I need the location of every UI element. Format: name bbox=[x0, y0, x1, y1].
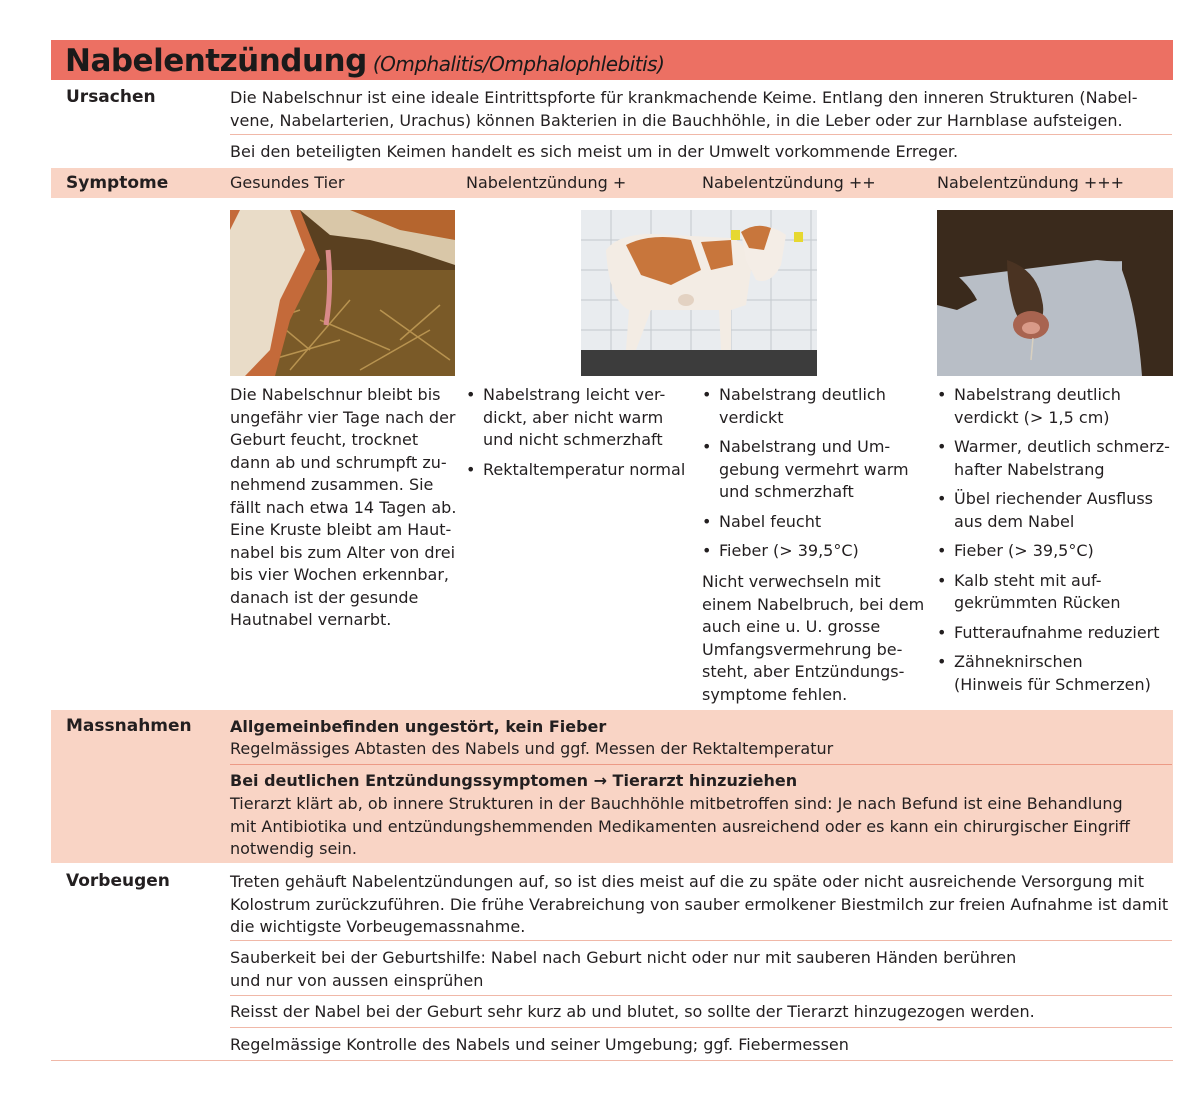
healthy-description: Die Nabelschnur bleibt bis ungefähr vier Tage nach der Geburt feucht, trocknet dann ab und schrumpft zu- nehmend zusammen. Sie fällt nach etwa 14 Tagen ab. Eine Kruste bleibt am Haut- nabel bis zum Alter von drei bis vier Wochen erkennbar, danach ist der gesunde Hautnabel vernarbt. bbox=[230, 385, 457, 629]
vorbeugen-paragraph-3: Reisst der Nabel bei der Geburt sehr kurz ab und blutet, so sollte der Tierarzt hinzugezogen werden. bbox=[230, 1002, 1035, 1021]
page-title bbox=[65, 43, 664, 79]
ursachen-paragraph-2: Bei den beteiligten Keimen handelt es sich meist um in der Umwelt vorkommende Erreger. bbox=[230, 142, 959, 161]
list-item: • Nabelstrang deutlich verdickt bbox=[702, 384, 932, 429]
symptome-label: Symptome bbox=[66, 173, 169, 193]
title-subtitle: (Omphalitis/Omphalophlebitis) bbox=[372, 52, 665, 76]
list-item: • Nabel feucht bbox=[702, 511, 932, 534]
massnahmen-text-1: Regelmässiges Abtasten des Nabels und ggf. Messen der Rektaltemperatur bbox=[230, 739, 834, 758]
massnahmen-text-2: Tierarzt klärt ab, ob innere Strukturen in der Bauchhöhle mitbetroffen sind: Je nach Befund ist eine Behandlung mit Antibiotika und entzündungshemmenden Medikamenten ausreichend oder es kann ein chirurgischer Eingriff notwendig sein. bbox=[230, 794, 1130, 858]
divider bbox=[230, 764, 1172, 765]
list-item: • Nabelstrang deutlich verdickt (> 1,5 cm) bbox=[937, 384, 1173, 429]
list-item: • Fieber (> 39,5°C) bbox=[702, 540, 932, 563]
list-item: • Futteraufnahme reduziert bbox=[937, 622, 1173, 645]
divider bbox=[230, 134, 1172, 135]
list-item: • Nabelstrang und Um- gebung vermehrt warm und schmerzhaft bbox=[702, 436, 932, 504]
column-heading-healthy: Gesundes Tier bbox=[230, 173, 345, 192]
plus2-note: Nicht verwechseln mit einem Nabelbruch, bei dem auch eine u. U. grosse Umfangsvermehrung be- steht, aber Entzündungs- symptome fehlen. bbox=[702, 572, 925, 704]
list-item: • Übel riechender Ausfluss aus dem Nabel bbox=[937, 488, 1173, 533]
list-item: • Nabelstrang leicht ver- dickt, aber nicht warm und nicht schmerzhaft bbox=[466, 384, 696, 452]
ursachen-paragraph-1: Die Nabelschnur ist eine ideale Eintrittspforte für krankmachende Keime. Entlang den inneren Strukturen (Nabel- vene, Nabelarterien, Urachus) können Bakterien in die Bauchhöhle, in die Leber oder zur Harnblase aufsteigen. bbox=[230, 88, 1138, 130]
divider bbox=[230, 940, 1172, 941]
divider bbox=[230, 1027, 1172, 1028]
vorbeugen-paragraph-2: Sauberkeit bei der Geburtshilfe: Nabel nach Geburt nicht oder nur mit sauberen Händen berühren und nur von aussen einsprühen bbox=[230, 948, 1017, 990]
photo-healthy-navel bbox=[230, 210, 455, 376]
list-item: • Rektaltemperatur normal bbox=[466, 459, 696, 482]
plus2-symptom-list bbox=[702, 384, 932, 570]
vorbeugen-paragraph-4: Regelmässige Kontrolle des Nabels und seiner Umgebung; ggf. Fiebermessen bbox=[230, 1035, 849, 1054]
plus1-symptom-list bbox=[466, 384, 696, 488]
bottom-divider bbox=[51, 1060, 1173, 1061]
vorbeugen-paragraph-1: Treten gehäuft Nabelentzündungen auf, so ist dies meist auf die zu späte oder nicht ausreichende Versorgung mit Kolostrum zurückzuführen. Die frühe Verabreichung von sauber ermolkener Biestmilch zur freien Aufnahme ist damit die wichtigste Vorbeugemassnahme. bbox=[230, 872, 1169, 936]
massnahmen-heading-2: Bei deutlichen Entzündungssymptomen → Tierarzt hinzuziehen bbox=[230, 771, 798, 790]
title-bar bbox=[51, 40, 1173, 80]
title-main-text: Nabelentzündung bbox=[65, 43, 367, 79]
photo-calf bbox=[581, 210, 817, 376]
massnahmen-heading-1: Allgemeinbefinden ungestört, kein Fieber bbox=[230, 717, 607, 736]
plus3-symptom-list bbox=[937, 384, 1173, 703]
column-heading-plus2: Nabelentzündung ++ bbox=[702, 173, 876, 192]
vorbeugen-label: Vorbeugen bbox=[66, 871, 170, 891]
divider bbox=[230, 995, 1172, 996]
ursachen-label: Ursachen bbox=[66, 87, 156, 107]
column-heading-plus3: Nabelentzündung +++ bbox=[937, 173, 1125, 192]
list-item: • Warmer, deutlich schmerz- hafter Nabelstrang bbox=[937, 436, 1173, 481]
massnahmen-label: Massnahmen bbox=[66, 716, 192, 736]
list-item: • Fieber (> 39,5°C) bbox=[937, 540, 1173, 563]
column-heading-plus1: Nabelentzündung + bbox=[466, 173, 627, 192]
photo-inflamed-navel bbox=[937, 210, 1173, 376]
list-item: • Zähneknirschen (Hinweis für Schmerzen) bbox=[937, 651, 1173, 696]
list-item: • Kalb steht mit auf- gekrümmten Rücken bbox=[937, 570, 1173, 615]
